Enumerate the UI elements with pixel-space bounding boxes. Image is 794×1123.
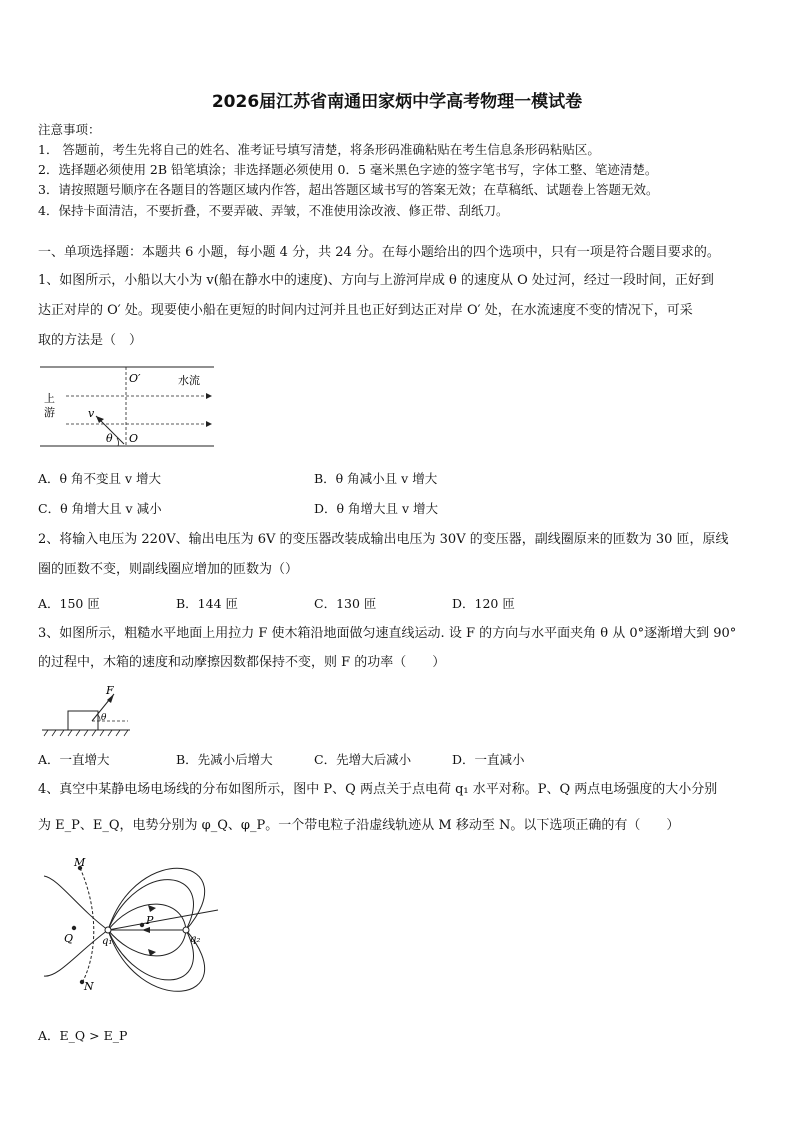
- option-b[interactable]: B．θ 角减小且 v 增大: [314, 471, 438, 486]
- label-v: v: [88, 407, 95, 420]
- option-b[interactable]: B．先减小后增大: [176, 752, 273, 767]
- question-4-line: 4、真空中某静电场电场线的分布如图所示，图中 P、Q 两点关于点电荷 q₁ 水平对称。P、Q 两点电场强度的大小分别: [38, 782, 718, 797]
- box-pull-figure: [40, 680, 132, 742]
- page-title: 2026届江苏省南通田家炳中学高考物理一模试卷: [211, 92, 583, 112]
- question-2-line: 圈的匝数不变，则副线圈应增加的匝数为（）: [38, 562, 299, 577]
- option-a[interactable]: A．150 匝: [38, 596, 100, 611]
- option-d[interactable]: D．一直减小: [452, 752, 525, 767]
- note-item: 4．保持卡面清洁，不要折叠，不要弄破、弄皱，不准使用涂改液、修正带、刮纸刀。: [38, 203, 509, 218]
- option-d[interactable]: D．120 匝: [452, 596, 515, 611]
- question-3-line: 的过程中，木箱的速度和动摩擦因数都保持不变，则 F 的功率（ ）: [38, 655, 446, 670]
- note-item: 2．选择题必须使用 2B 铅笔填涂；非选择题必须使用 0．5 毫米黑色字迹的签字笔书写，字体工整、笔迹清楚。: [38, 162, 658, 177]
- label-theta: θ: [101, 713, 107, 723]
- label-q1: q₁: [102, 936, 113, 947]
- question-1-line: 1、如图所示，小船以大小为 v(船在静水中的速度)、方向与上游河岸成 θ 的速度从 O 处过河，经过一段时间，正好到: [38, 273, 714, 288]
- label-q2: q₂: [190, 934, 201, 945]
- question-4-line: 为 E_P、E_Q，电势分别为 φ_Q、φ_P。一个带电粒子沿虚线轨迹从 M 移动至 N。以下选项正确的有（ ）: [38, 818, 680, 833]
- label-n: N: [84, 980, 94, 993]
- option-a[interactable]: A．一直增大: [38, 752, 110, 767]
- label-force-f: F: [106, 684, 114, 697]
- label-water-flow: 水流: [178, 374, 200, 387]
- note-item: 3．请按照题号顺序在各题目的答题区域内作答，超出答题区域书写的答案无效；在草稿纸、试题卷上答题无效。: [38, 182, 659, 197]
- notes-heading: 注意事项：: [38, 122, 101, 137]
- river-boat-figure: [38, 362, 218, 450]
- section-heading: 一、单项选择题：本题共 6 小题，每小题 4 分，共 24 分。在每小题给出的四个选项中，只有一项是符合题目要求的。: [38, 245, 720, 260]
- electric-field-figure: [38, 848, 248, 998]
- label-upstream: 上: [44, 392, 55, 405]
- option-b[interactable]: B．144 匝: [176, 596, 239, 611]
- label-o-prime: O′: [129, 372, 141, 385]
- option-d[interactable]: D．θ 角增大且 v 增大: [314, 501, 439, 516]
- label-q: Q: [64, 932, 74, 945]
- option-a[interactable]: A．E_Q > E_P: [38, 1028, 128, 1043]
- option-c[interactable]: C．θ 角增大且 v 减小: [38, 501, 162, 516]
- label-p: P: [146, 914, 154, 927]
- label-theta: θ: [106, 432, 113, 445]
- note-item: 1． 答题前，考生先将自己的姓名、准考证号填写清楚，将条形码准确粘贴在考生信息条形码粘贴区。: [38, 142, 600, 157]
- option-a[interactable]: A．θ 角不变且 v 增大: [38, 471, 162, 486]
- question-3-line: 3、如图所示，粗糙水平地面上用拉力 F 使木箱沿地面做匀速直线运动. 设 F 的方向与水平面夹角 θ 从 0°逐渐增大到 90°: [38, 626, 737, 641]
- option-c[interactable]: C．先增大后减小: [314, 752, 412, 767]
- question-1-line: 达正对岸的 O′ 处。现要使小船在更短的时间内过河并且也正好到达正对岸 O′ 处，在水流速度不变的情况下，可采: [38, 303, 693, 318]
- label-m: M: [74, 856, 86, 869]
- label-upstream: 游: [44, 406, 55, 419]
- question-1-line: 取的方法是（ ）: [38, 333, 143, 348]
- question-2-line: 2、将输入电压为 220V、输出电压为 6V 的变压器改装成输出电压为 30V 的变压器，副线圈原来的匝数为 30 匝，原线: [38, 532, 729, 547]
- label-o: O: [129, 432, 139, 445]
- option-c[interactable]: C．130 匝: [314, 596, 377, 611]
